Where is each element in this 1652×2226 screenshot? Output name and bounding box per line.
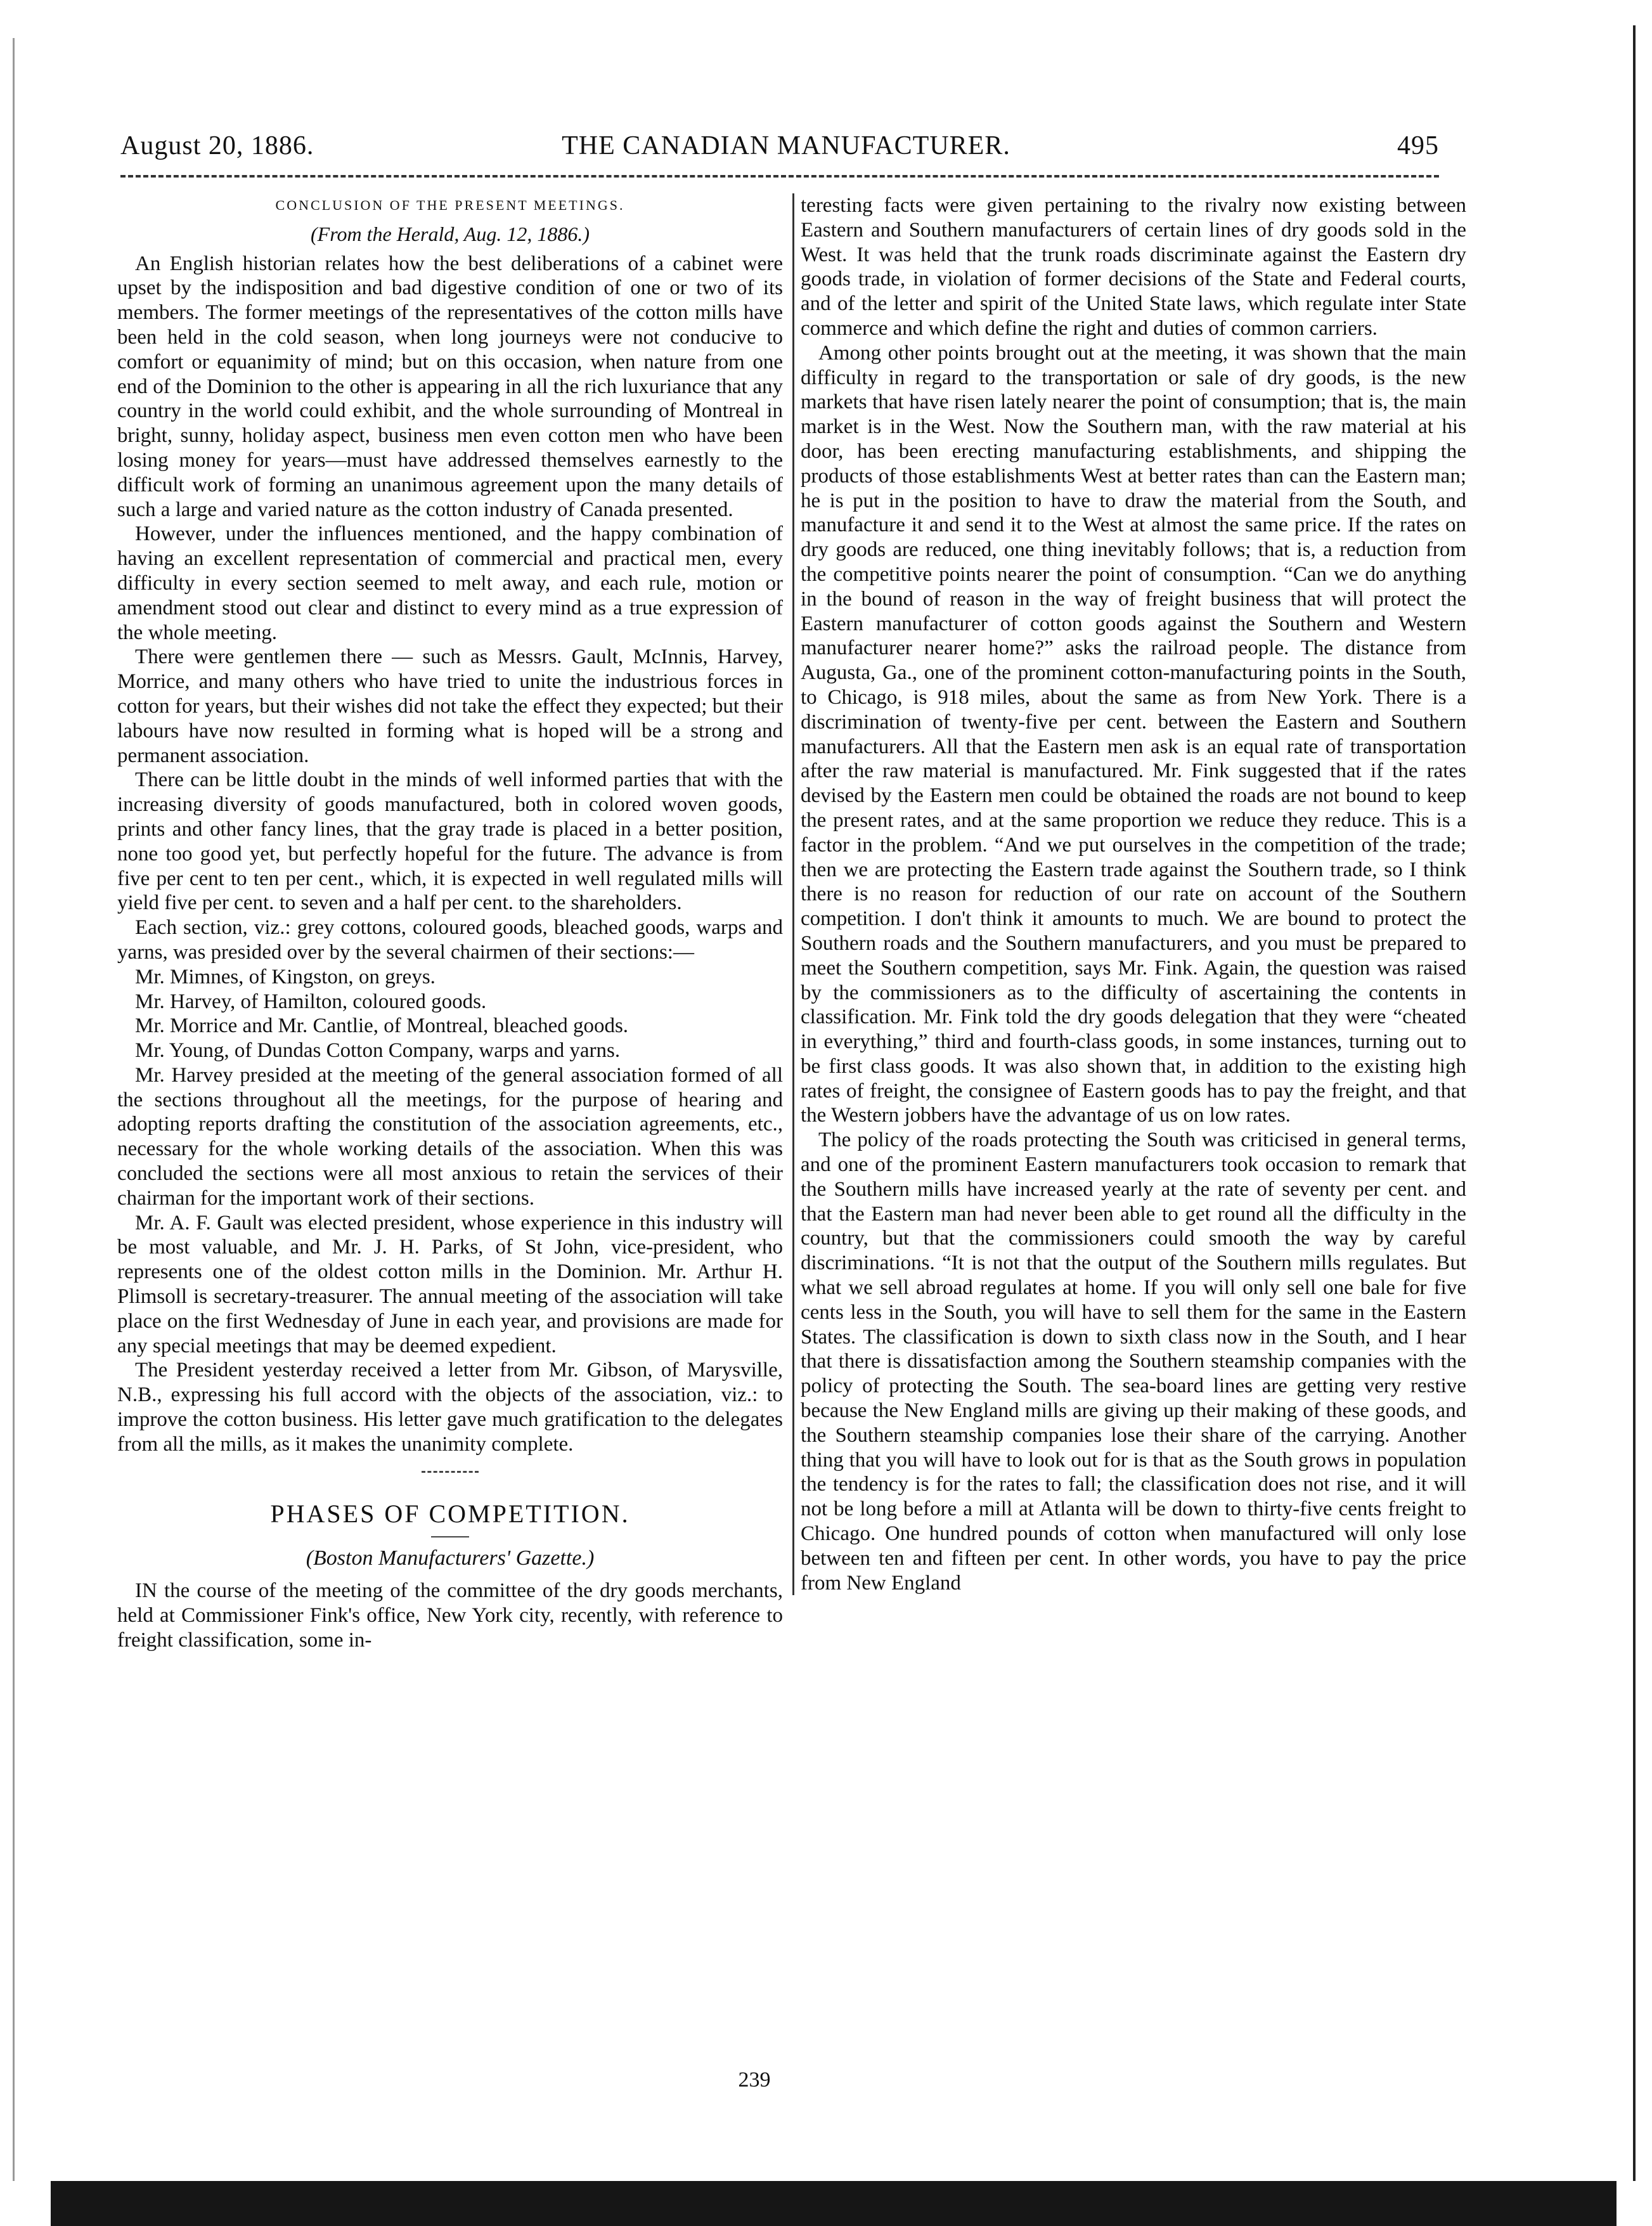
scan-left-margin	[0, 0, 22, 2226]
article-title: PHASES OF COMPETITION.	[270, 1499, 630, 1528]
chairman-entry: Mr. Mimnes, of Kingston, on greys.	[135, 965, 436, 988]
paragraph: teresting facts were given pertaining to the rivalry now existing between Eastern and Southern manufacturers of certain lines of dry goods sold in the West. It was held that the trunk roads discriminate against the Eastern dry goods trade, in violation of former decisions of the State and Federal courts, and of the letter and spirit of the United State laws, which regulate inter State commerce and which define the right and duties of common carriers.	[801, 194, 1466, 340]
paragraph: The policy of the roads protecting the South was criticised in general terms, and one of the prominent Eastern manufacturers took occasion to remark that the Southern mills have increased yearly at the rate of seventy per cent. and that the Eastern man had never been able to get round all the difficulty in the country, but that the commissioners could smooth the way by careful discriminations. “It is not that the output of the Southern mills regulates. But what we sell abroad regulates at home. If you will only sell one bale for five cents less in the South, you will have to sell them for the same in the Eastern States. The classification is down to sixth class now in the South, and I hear that there is dissatisfaction among the Southern steamship companies with the policy of protecting the South. The sea-board lines are getting very restive because the New England mills are giving up their making of these goods, and the Southern steamship companies lose their share of the carrying. Another thing that you will have to look out for is that as the South grows in population the tendency is for the rates to fall; the classification does not rise, and it will not be long before a mill at Atlanta will be down to thirty-five cents freight to Chicago. One hundred pounds of cotton when manufactured will only lose between ten and fifteen per cent. In other words, you have to pay the price from New England	[801, 1129, 1466, 1595]
page-folio: 239	[738, 2068, 771, 2092]
article-divider	[422, 1471, 479, 1473]
paragraph: Among other points brought out at the meeting, it was shown that the main difficulty in regard to the transportation or sale of dry goods, is the new markets that have risen lately nearer the point of consumption; that is, the main market is in the West. Now the Southern man, with the raw material at his door, has been erecting manufacturing establishments, and shipping the products of those establishments West at better rates than can the Eastern man; he is put in the position to have to draw the material from the South, and manufacture it and send it to the West at almost the same price. If the rates on dry goods are reduced, one thing inevitably follows; that is, a reduction from the competitive points nearer the point of consumption. “Can we do anything in the bound of reason in the way of freight business that will protect the Eastern manufacturer of cotton goods against the Southern and Western manufacturer nearer home?” asks the railroad people. The distance from Augusta, Ga., one of the prominent cotton-manufacturing points in the South, to Chicago, is 918 miles, about the same as from New York. There is a discrimination of twenty-five per cent. between the Eastern and Southern manufacturers. All that the Eastern men ask is an equal rate of transportation after the raw material is manufactured. Mr. Fink suggested that if the rates devised by the Eastern men could be obtained the roads are not bound to keep the present rates, and at the same proportion we reduce they reduce. This is a factor in the problem. “And we put ourselves in the competition of the trade; then we are protecting the Eastern trade against the Southern trade, so I think there is no reason for reduction of our rate on account of the Southern competition. I don't think it amounts to much. We are bound to protect the Southern roads and the Southern manufacturers, and you must be prepared to meet the Southern competition, says Mr. Fink. Again, the question was raised by the commissioners as to the difficulty of ascertaining the contents in classification. Mr. Fink told the dry goods delegation that they were “cheated in everything,” third and fourth-class goods, in some instances, turning out to be first class goods. It was also shown that, in addition to the existing high rates of freight, the consignee of Eastern goods has to pay the freight, and that the Western jobbers have the advantage of us on low rates.	[801, 341, 1466, 1127]
article-source: (Boston Manufacturers' Gazette.)	[306, 1546, 595, 1570]
paragraph: An English historian relates how the best deliberations of a cabinet were upset by the indisposition and bad digestive condition of one or two of its members. The former meetings of the representatives of the cotton mills have been held in the cold season, when long journeys were not conducive to comfort or equanimity of mind; but on this occasion, when nature from one end of the Dominion to the other is appearing in all the rich luxuriance that any country in the world could exhibit, and the whole surrounding of Montreal in bright, sunny, holiday aspect, business men even cotton men who have been losing money for years—must have addressed themselves earnestly to the difficult work of forming an unanimous agreement upon the many details of such a large and varied nature as the cotton industry of Canada presented.	[117, 252, 783, 521]
paragraph: There can be little doubt in the minds of well informed parties that with the increasing diversity of goods manufactured, both in colored woven goods, prints and other fancy lines, that the gray trade is placed in a better position, none too good yet, but perfectly hopeful for the future. The advance is from five per cent to ten per cent., which, it is expected in well regulated mills will yield five per cent. to seven and a half per cent. to the shareholders.	[117, 768, 783, 915]
section-title: CONCLUSION OF THE PRESENT MEETINGS.	[275, 197, 625, 213]
header-date: August 20, 1886.	[120, 131, 314, 160]
article-opening: IN the course of the meeting of the committee of the dry goods merchants, held at Commissioner Fink's office, New York city, recently, with reference to freight classification, some in-	[117, 1579, 783, 1652]
header-divider	[120, 175, 1439, 178]
paragraph: However, under the influences mentioned, and the happy combination of having an excellent representation of commercial and practical men, every difficulty in every section seemed to melt away, and each rule, motion or amendment stood out clear and distinct to every mind as a true expression of the whole meeting.	[117, 522, 783, 644]
paragraph: Mr. A. F. Gault was elected president, whose experience in this industry will be most valuable, and Mr. J. H. Parks, of St John, vice-president, who represents one of the oldest cotton mills in the Dominion. Mr. Arthur H. Plimsoll is secretary-treasurer. The annual meeting of the association will take place on the first Wednesday of June in each year, and provisions are made for any special meetings that may be deemed expedient.	[117, 1211, 783, 1357]
chairman-entry: Mr. Harvey, of Hamilton, coloured goods.	[135, 990, 487, 1013]
paragraph: Each section, viz.: grey cottons, coloured goods, bleached goods, warps and yarns, was presided over by the several chairmen of their sections:—	[117, 916, 783, 964]
paragraph: The President yesterday received a letter from Mr. Gibson, of Marysville, N.B., expressing his full accord with the objects of the association, viz.: to improve the cotton business. His letter gave much gratification to the delegates from all the mills, as it makes the unanimity complete.	[117, 1359, 783, 1456]
section-source: (From the Herald, Aug. 12, 1886.)	[311, 222, 590, 245]
scan-bottom-shadow	[51, 2181, 1617, 2226]
title-divider	[431, 1536, 469, 1537]
chairman-entry: Mr. Morrice and Mr. Cantlie, of Montreal, bleached goods.	[135, 1014, 629, 1038]
publication-title: THE CANADIAN MANUFACTURER.	[562, 131, 1010, 160]
scan-right-margin	[1623, 0, 1652, 2226]
page-header	[120, 131, 1439, 171]
chairman-entry: Mr. Young, of Dundas Cotton Company, warps and yarns.	[135, 1039, 621, 1063]
paragraph: There were gentlemen there — such as Messrs. Gault, McInnis, Harvey, Morrice, and many others who have tried to unite the industrious forces in cotton for years, but their wishes did not take the effect they expected; but their labours have now resulted in forming what is hoped will be a strong and permanent association.	[117, 645, 783, 767]
page-number: 495	[1397, 131, 1439, 160]
paragraph: Mr. Harvey presided at the meeting of the general association formed of all the sections throughout all the meetings, for the purpose of hearing and adopting reports drafting the constitution of the association agreements, etc., necessary for the whole working details of the association. When this was concluded the sections were all most anxious to retain the services of their chairman for the important work of their sections.	[117, 1063, 783, 1210]
scan-edge-line	[1633, 25, 1636, 2181]
scan-edge-line	[13, 38, 15, 2181]
left-column	[117, 193, 783, 1653]
right-column	[792, 193, 1466, 1595]
